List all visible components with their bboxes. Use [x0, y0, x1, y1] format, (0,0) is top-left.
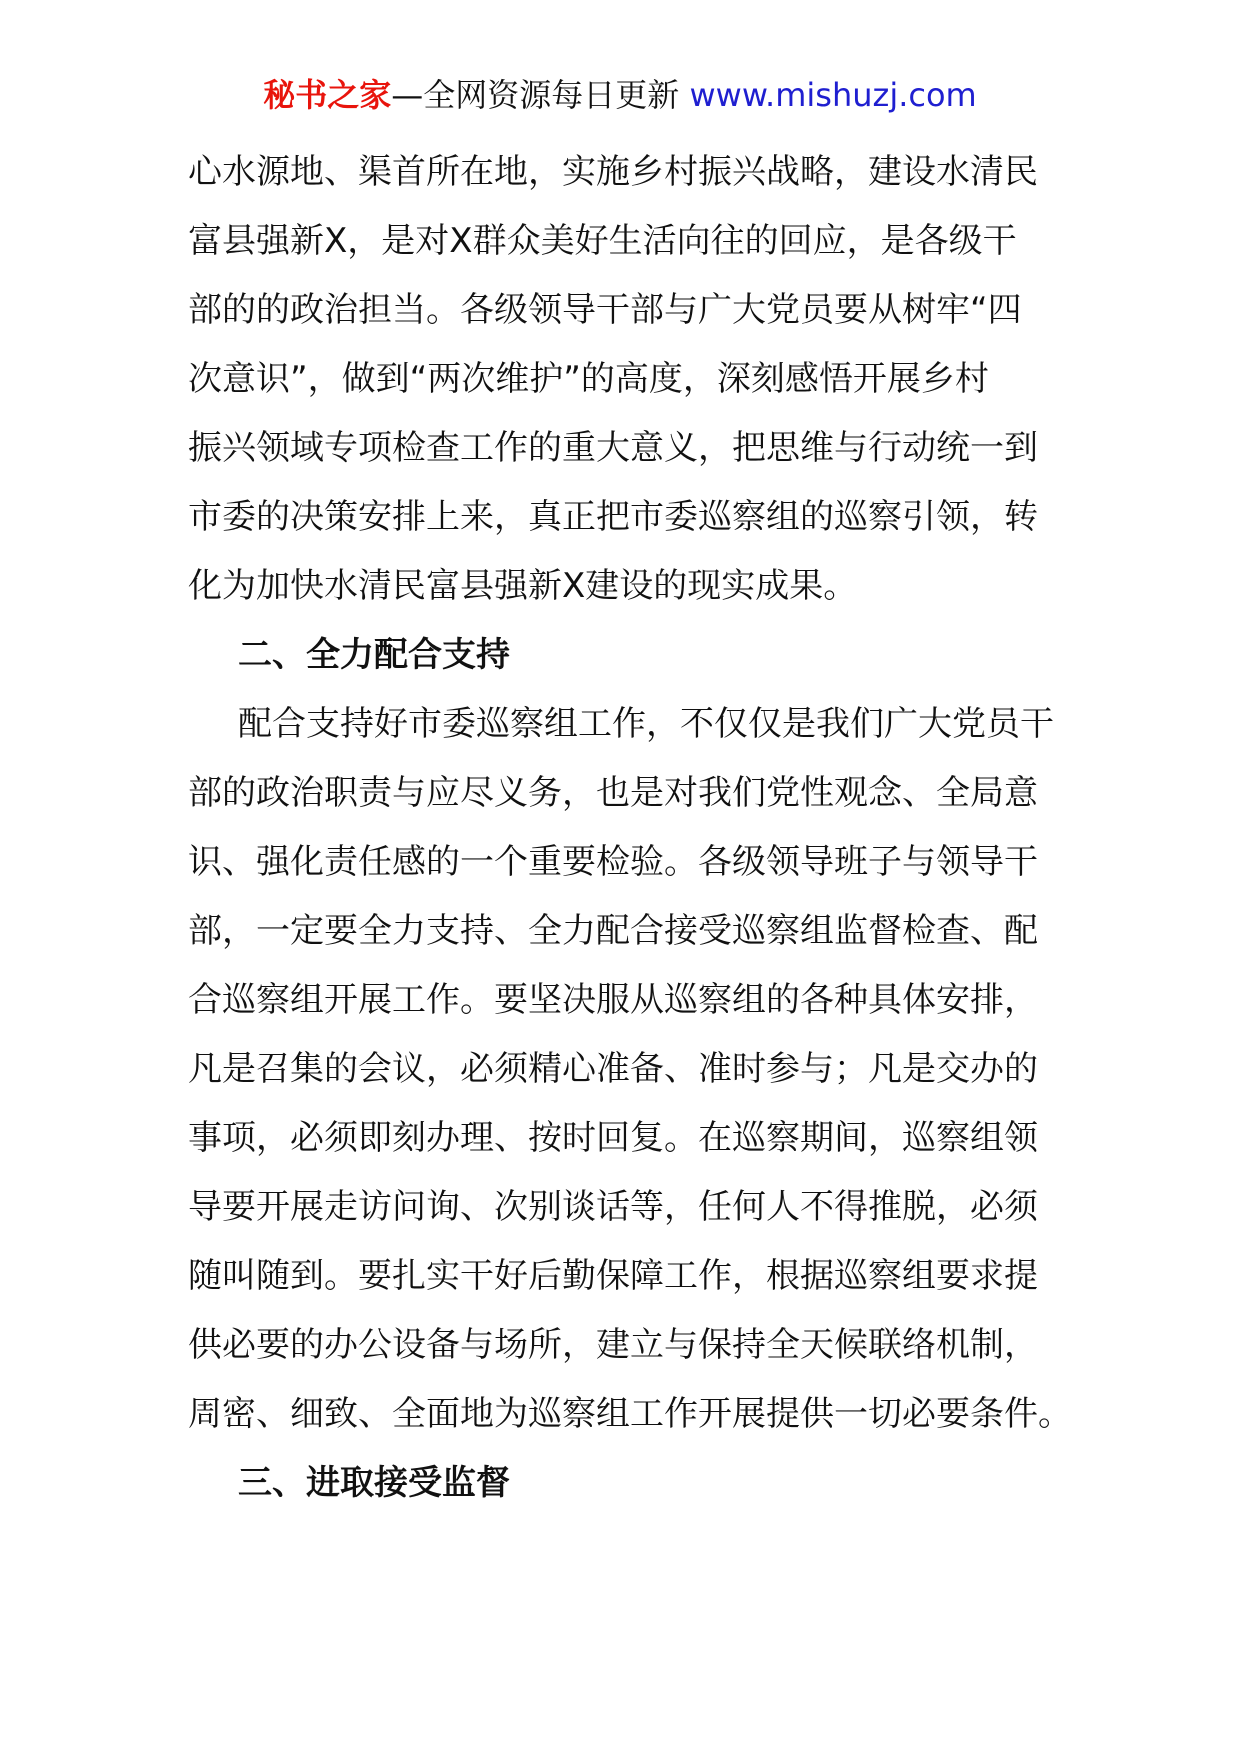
paragraph-line: 识、强化责任感的一个重要检验。各级领导班子与领导干 — [188, 842, 1038, 882]
paragraph-line: 心水源地、渠首所在地，实施乡村振兴战略，建设水清民 — [188, 152, 1038, 192]
paragraph-line: 配合支持好市委巡察组工作，不仅仅是我们广大党员干 — [238, 704, 1054, 744]
paragraph-line: 随叫随到。要扎实干好后勤保障工作，根据巡察组要求提 — [188, 1256, 1038, 1296]
paragraph-line: 化为加快水清民富县强新Ⅹ建设的现实成果。 — [188, 566, 858, 606]
paragraph-line: 振兴领域专项检查工作的重大意义，把思维与行动统一到 — [188, 428, 1038, 468]
header-tagline: —全网资源每日更新 — [391, 76, 690, 114]
document-body — [188, 138, 1072, 1518]
paragraph-line: 部，一定要全力支持、全力配合接受巡察组监督检查、配 — [188, 911, 1038, 951]
paragraph-line: 供必要的办公设备与场所，建立与保持全天候联络机制， — [188, 1325, 1038, 1365]
paragraph-line: 富县强新Ⅹ，是对Ⅹ群众美好生活向往的回应，是各级干 — [188, 221, 1017, 261]
brand-name: 秘书之家 — [263, 76, 392, 114]
paragraph-line: 市委的决策安排上来，真正把市委巡察组的巡察引领，转 — [188, 497, 1038, 537]
paragraph-line: 凡是召集的会议，必须精心准备、准时参与；凡是交办的 — [188, 1049, 1038, 1089]
section-heading-3: 三、进取接受监督 — [238, 1463, 510, 1503]
paragraph-line: 次意识”，做到“两次维护”的高度，深刻感悟开展乡村 — [188, 359, 989, 399]
section-heading-2: 二、全力配合支持 — [238, 635, 510, 675]
paragraph-line: 部的政治职责与应尽义务，也是对我们党性观念、全局意 — [188, 773, 1038, 813]
site-header — [0, 72, 1240, 118]
paragraph-line: 导要开展走访问询、次别谈话等，任何人不得推脱，必须 — [188, 1187, 1038, 1227]
site-url-link[interactable]: www.mishuzj.com — [689, 76, 977, 114]
paragraph-line: 事项，必须即刻办理、按时回复。在巡察期间，巡察组领 — [188, 1118, 1038, 1158]
paragraph-line: 合巡察组开展工作。要坚决服从巡察组的各种具体安排， — [188, 980, 1038, 1020]
paragraph-line: 周密、细致、全面地为巡察组工作开展提供一切必要条件。 — [188, 1394, 1072, 1434]
paragraph-line: 部的的政治担当。各级领导干部与广大党员要从树牢“四 — [188, 290, 1022, 330]
